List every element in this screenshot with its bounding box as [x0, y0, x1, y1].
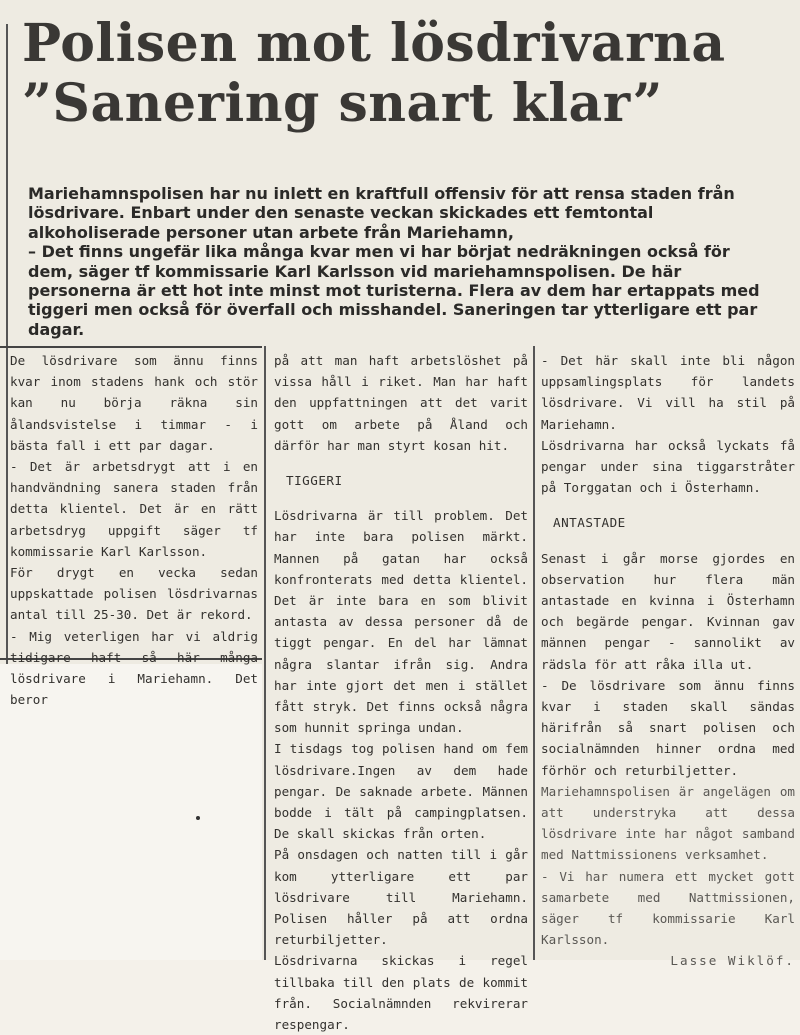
- ink-dot: [196, 816, 200, 820]
- column2-paragraph-5: Lösdrivarna skickas i regel tillbaka till den plats de kommit från. Socialnämnden rekvirerar respengar.: [274, 953, 528, 1033]
- column-top-rule: [0, 346, 262, 348]
- left-border-rule: [6, 24, 8, 664]
- column3-paragraph-5: Mariehamnspolisen är angelägen om att understryka att dessa lösdrivare inte har något samband med Nattmissionens verksamhet.: [541, 783, 795, 863]
- column2-paragraph-4: På onsdagen och natten till i går kom ytterligare ett par lösdrivare till Mariehamn. Polisen håller på att ordna returbiljetter.: [274, 847, 528, 948]
- column-divider-1: [264, 346, 266, 960]
- headline-line-2: ”Sanering snart klar”: [22, 73, 663, 134]
- column3-subheading: ANTASTADE: [553, 515, 626, 531]
- lead-paragraph-1: Mariehamnspolisen har nu inlett en kraftfull offensiv för att rensa staden från lösdrivare. Enbart under den senaste veckan skickades ett femtontal alkoholiserade personer utan arbete från Mariehamn,: [28, 184, 735, 242]
- headline: [22, 14, 792, 134]
- column2-paragraph-3: I tisdags tog polisen hand om fem lösdrivare.Ingen av dem hade pengar. De saknade arbete. Männen bodde i tält på campingplatsen. De skall skickas från orten.: [274, 741, 528, 842]
- column-1: [10, 350, 258, 710]
- column-divider-2: [533, 346, 535, 960]
- column-2: [274, 350, 528, 1035]
- column3-paragraph-6: - Vi har numera ett mycket gott samarbete med Nattmissionen, säger tf kommissarie Karl Karlsson.: [541, 868, 795, 948]
- column2-paragraph-1: på att man haft arbetslöshet på vissa håll i riket. Man har haft den uppfattningen att det varit gott om arbete på Åland och därför har man styrt kosan hit.: [274, 353, 528, 453]
- lead-paragraphs: [28, 184, 776, 339]
- column-3: [541, 350, 795, 972]
- column3-paragraph-3: Senast i går morse gjordes en observation hur flera män antastade en kvinna i Österhamn och begärde pengar. Kvinnan gav männen pengar - sannolikt av rädsla för att råka illa ut.: [541, 550, 795, 672]
- column1-paragraph-3: För drygt en vecka sedan uppskattade polisen lösdrivarnas antal till 25-30. Det är rekord.: [10, 565, 258, 623]
- column3-paragraph-2: Lösdrivarna har också lyckats få pengar under sina tiggarstråter på Torggatan och i Österhamn.: [541, 437, 795, 496]
- headline-line-1: Polisen mot lösdrivarna: [22, 13, 726, 74]
- author-signature: Lasse Wiklöf.: [670, 953, 795, 969]
- column1-paragraph-2: - Det är arbetsdrygt att i en handvändning sanera staden från detta klientel. Det är en rätt arbetsdryg uppgift säger tf kommissarie Karl Karlsson.: [10, 459, 258, 559]
- column1-paragraph-1: De lösdrivare som ännu finns kvar inom stadens hank och stör kan nu börja räkna sin ålandsvistelse i timmar - i bästa fall i ett par dagar.: [10, 353, 258, 453]
- column3-paragraph-4: - De lösdrivare som ännu finns kvar i staden skall sändas härifrån så snart polisen och socialnämnden hinner ordna med förhör och returbiljetter.: [541, 677, 795, 778]
- column1-paragraph-4: - Mig veterligen har vi aldrig tidigare haft så här många lösdrivare i Mariehamn. Det beror: [10, 628, 258, 708]
- column2-paragraph-2: Lösdrivarna är till problem. Det har inte bara polisen märkt. Mannen på gatan har också konfronterats med detta klientel. Det är inte bara en som blivit antasta av dessa personer då de tiggt pengar. En del har lämnat några slantar ifrån sig. Andra har inte gjort det men i stället fått stryk. Det finns också några som hunnit springa undan.: [274, 508, 528, 736]
- column3-paragraph-1: - Det här skall inte bli någon uppsamlingsplats för landets lösdrivare. Vi vill ha stil på Mariehamn.: [541, 353, 795, 432]
- column2-subheading: TIGGERI: [286, 473, 343, 489]
- lead-paragraph-2: – Det finns ungefär lika många kvar men vi har börjat nedräkningen också för dem, säger tf kommissarie Karl Karlsson vid mariehamnspolisen. De här personerna är ett hot inte minst mot turisterna. Flera av dem har ertappats med tiggeri men också för överfall och misshandel. Saneringen tar ytterligare ett par dagar.: [28, 242, 760, 339]
